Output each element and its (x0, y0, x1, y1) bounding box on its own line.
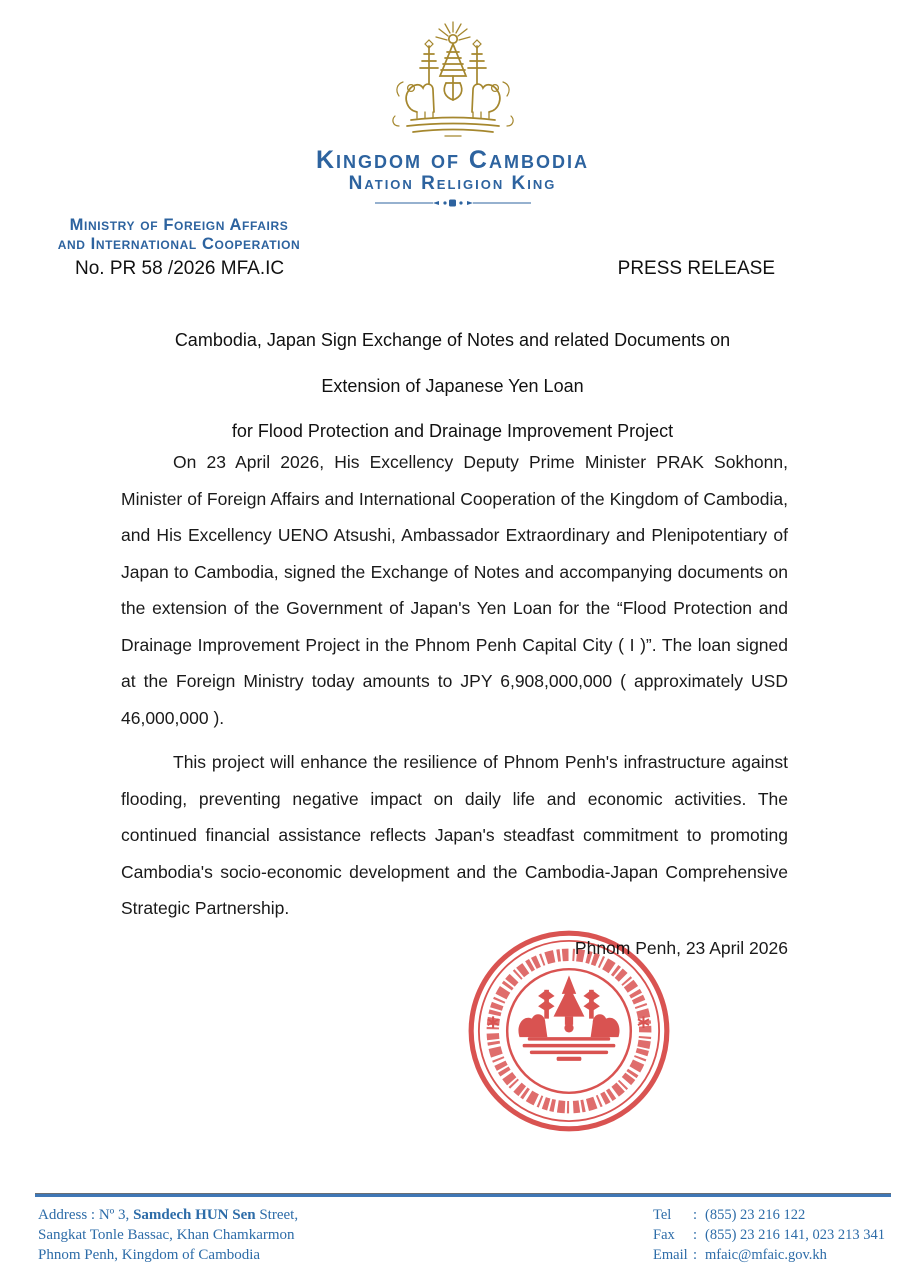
svg-text:*: * (636, 1012, 650, 1042)
national-motto: Nation Religion King (348, 173, 557, 194)
address-line3: Phnom Penh, Kingdom of Cambodia (38, 1247, 261, 1263)
title-line3: for Flood Protection and Drainage Improvement Project (231, 421, 674, 441)
ministry-line1: Ministry of Foreign Affairs (69, 216, 289, 234)
address-line2: Sangkat Tonle Bassac, Khan Chamkarmon (38, 1227, 295, 1243)
colon: : (693, 1227, 698, 1243)
footer-address (38, 1205, 458, 1265)
address-street-name: Samdech HUN Sen (133, 1207, 256, 1223)
fax-label: Fax (653, 1227, 675, 1243)
document-type-label: PRESS RELEASE (617, 258, 775, 279)
title-line1: Cambodia, Japan Sign Exchange of Notes and related Documents on (174, 330, 731, 350)
royal-arms-of-cambodia-icon (0, 20, 905, 149)
ministry-name (34, 216, 324, 254)
body-paragraph-2: This project will enhance the resilience of Phnom Penh's infrastructure against flooding, preventing negative impact on daily life and economic activities. The continued financial assistance reflects Japan's steadfast commitment to promoting Cambodia's socio-economic development and the Cambodia-Japan Comprehensive Strategic Partnership. (121, 752, 788, 918)
reference-number: No. PR 58 /2026 MFA.IC (75, 258, 285, 279)
colon: : (693, 1247, 698, 1263)
ornament-divider-icon (0, 196, 905, 214)
address-line1 (38, 1205, 458, 1225)
tel-value: (855) 23 216 122 (705, 1207, 806, 1223)
ministry-line2: and International Cooperation (57, 235, 301, 253)
footer-divider (35, 1193, 891, 1197)
place-and-date: Phnom Penh, 23 April 2026 (574, 938, 788, 958)
fax-value: (855) 23 216 141, 023 213 341 (705, 1227, 886, 1243)
svg-text:*: * (486, 1012, 500, 1042)
contact-row-tel (653, 1205, 898, 1225)
kingdom-title: Kingdom of Cambodia (316, 146, 589, 174)
email-value: mfaic@mfaic.gov.kh (705, 1247, 827, 1263)
title-line2: Extension of Japanese Yen Loan (321, 375, 584, 396)
contact-row-fax (653, 1225, 898, 1245)
tel-label: Tel (653, 1207, 672, 1223)
press-release-title (60, 318, 845, 455)
address-prefix: Address : Nº 3, (38, 1207, 134, 1223)
colon: : (693, 1207, 698, 1223)
contact-row-email (653, 1245, 898, 1265)
address-suffix: Street, (255, 1207, 299, 1223)
email-label: Email (653, 1247, 688, 1263)
ministry-red-seal-icon (466, 928, 672, 1134)
footer-contacts (653, 1205, 898, 1265)
body-paragraph-1: On 23 April 2026, His Excellency Deputy Prime Minister PRAK Sokhonn, Minister of Foreign Affairs and International Cooperation of the Kingdom of Cambodia, and His Excellency UENO Atsushi, Ambassador Extraordinary and Plenipotentiary of Japan to Cambodia, signed the Exchange of Notes and accompanying documents on the extension of the Government of Japan's Yen Loan for the “Flood Protection and Drainage Improvement Project in the Phnom Penh Capital City ( I )”. The loan signed at the Foreign Ministry today amounts to JPY 6,908,000,000 ( approximately USD 46,000,000 ). (121, 452, 788, 728)
